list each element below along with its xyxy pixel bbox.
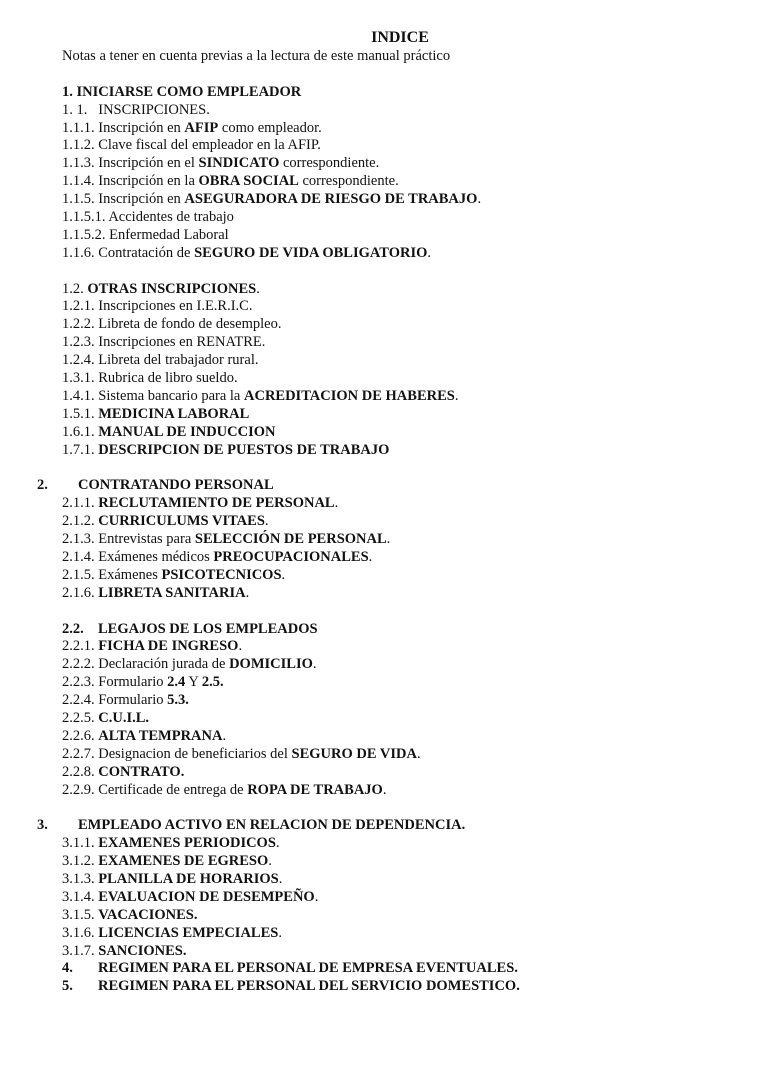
index-entry bbox=[62, 925, 520, 943]
entry-bold-text: OBRA SOCIAL bbox=[198, 173, 299, 190]
entry-bold-text: PREOCUPACIONALES bbox=[213, 548, 369, 565]
entry-text: 1.1.5.1. Accidentes de trabajo bbox=[62, 209, 234, 226]
entry-text: 1.2.1. Inscripciones en I.E.R.I.C. bbox=[62, 298, 253, 315]
blank-line bbox=[62, 263, 520, 281]
entry-text: 1.2.2. Libreta de fondo de desempleo. bbox=[62, 316, 282, 333]
entry-bold-text: RECLUTAMIENTO DE PERSONAL bbox=[98, 495, 335, 512]
index-entry bbox=[62, 549, 520, 567]
entry-bold-text: SANCIONES. bbox=[98, 942, 187, 959]
entry-bold-text: MANUAL DE INDUCCION bbox=[98, 423, 276, 440]
entry-bold-text: ALTA TEMPRANA bbox=[98, 727, 223, 744]
entry-bold-text: PLANILLA DE HORARIOS bbox=[98, 870, 279, 887]
entry-bold-text: SELECCIÓN DE PERSONAL bbox=[194, 531, 387, 548]
index-entry bbox=[62, 48, 520, 66]
index-entry bbox=[62, 495, 520, 513]
entry-bold-text: REGIMEN PARA EL PERSONAL DE EMPRESA EVENTUALES. bbox=[98, 960, 518, 977]
entry-text: 3.1.3. bbox=[62, 870, 99, 887]
entry-text: . bbox=[278, 924, 282, 941]
entry-bold-text: 2.4 bbox=[167, 674, 186, 691]
blank-line bbox=[62, 799, 520, 817]
entry-text: . bbox=[278, 870, 283, 887]
entry-number: 5. bbox=[62, 978, 73, 995]
blank-line bbox=[62, 459, 520, 477]
entry-text: . bbox=[238, 638, 243, 655]
index-entry bbox=[62, 424, 520, 442]
entry-text: 2.2.2. Declaración jurada de bbox=[62, 656, 230, 673]
entry-text: . bbox=[314, 888, 319, 905]
entry-bold-text: DESCRIPCION DE PUESTOS DE TRABAJO bbox=[98, 441, 390, 458]
entry-bold-text: 5.3. bbox=[167, 692, 189, 709]
entry-text: 1. 1. INSCRIPCIONES. bbox=[62, 101, 210, 118]
entry-text: . bbox=[427, 244, 431, 261]
entry-text: 1.3.1. Rubrica de libro sueldo. bbox=[62, 370, 238, 387]
entry-text: 1.6.1. bbox=[62, 423, 99, 440]
entry-bold-text: CURRICULUMS VITAES bbox=[98, 513, 265, 530]
entry-text: como empleador. bbox=[218, 119, 322, 136]
index-entry bbox=[62, 853, 520, 871]
index-entry bbox=[62, 120, 520, 138]
entry-bold-text: REGIMEN PARA EL PERSONAL DEL SERVICIO DOMESTICO. bbox=[98, 978, 520, 995]
index-entry bbox=[62, 209, 520, 227]
entry-bold-text: DOMICILIO bbox=[229, 656, 313, 673]
entry-text: 2.2.7. Designacion de beneficiarios del bbox=[62, 745, 292, 762]
index-entry bbox=[62, 907, 520, 925]
entry-text: . bbox=[416, 745, 421, 762]
entry-text: Y bbox=[185, 674, 202, 691]
entry-text: 1.1.2. Clave fiscal del empleador en la AFIP. bbox=[62, 137, 321, 154]
entry-bold-text: FICHA DE INGRESO bbox=[98, 638, 239, 655]
index-entry bbox=[62, 728, 520, 746]
index-entry bbox=[62, 102, 520, 120]
blank-line bbox=[62, 66, 520, 84]
entry-text: 1.4.1. Sistema bancario para la bbox=[62, 387, 244, 404]
entry-bold-text: VACACIONES. bbox=[98, 906, 198, 923]
entry-text: 2.2.4. Formulario bbox=[62, 692, 168, 709]
entry-text: 3.1.1. bbox=[62, 835, 99, 852]
entry-text: . bbox=[281, 566, 286, 583]
entry-bold-text: EXAMENES PERIODICOS bbox=[98, 835, 276, 852]
entry-text: 3.1.2. bbox=[62, 853, 99, 870]
entry-bold-text: 1. INICIARSE COMO EMPLEADOR bbox=[62, 83, 302, 100]
index-entry bbox=[62, 513, 520, 531]
index-entry bbox=[62, 281, 520, 299]
index-entry bbox=[62, 406, 520, 424]
entry-text: 2.1.2. bbox=[62, 513, 99, 530]
entry-bold-text: ACREDITACION DE HABERES bbox=[244, 387, 455, 404]
index-entry bbox=[62, 298, 520, 316]
entry-text: . bbox=[368, 548, 373, 565]
entry-text: 2.1.4. Exámenes médicos bbox=[62, 548, 214, 565]
entry-text: 1.1.6. Contratación de bbox=[62, 244, 195, 261]
entry-bold-text: ROPA DE TRABAJO bbox=[247, 781, 383, 798]
entry-bold-text: LIBRETA SANITARIA bbox=[98, 584, 246, 601]
index-entry bbox=[62, 585, 520, 603]
entry-text: 2.2.5. bbox=[62, 709, 99, 726]
index-entry bbox=[62, 835, 520, 853]
entry-text: 2.1.6. bbox=[62, 584, 99, 601]
index-entry bbox=[62, 638, 520, 656]
entry-text: 1.5.1. bbox=[62, 405, 99, 422]
entry-text: . bbox=[477, 191, 482, 208]
index-entry bbox=[62, 84, 520, 102]
document-title: INDICE bbox=[371, 29, 429, 46]
index-entry bbox=[62, 782, 520, 800]
entry-number: 3. bbox=[37, 817, 48, 834]
entry-bold-text: C.U.I.L. bbox=[98, 709, 150, 726]
entry-bold-text: LEGAJOS DE LOS EMPLEADOS bbox=[98, 620, 318, 637]
index-entry bbox=[62, 173, 520, 191]
entry-text: 2.2.3. Formulario bbox=[62, 674, 168, 691]
entry-text: correspondiente. bbox=[279, 155, 380, 172]
entry-text: 2.2.8. bbox=[62, 763, 99, 780]
index-entry bbox=[62, 871, 520, 889]
entry-text: . bbox=[222, 727, 227, 744]
entry-text: 1.1.4. Inscripción en la bbox=[62, 173, 199, 190]
entry-text: 2.2.6. bbox=[62, 727, 99, 744]
index-entry bbox=[62, 388, 520, 406]
entry-text: 2.2.9. Certificade de entrega de bbox=[62, 781, 248, 798]
entry-text: . bbox=[386, 531, 391, 548]
entry-text: Notas a tener en cuenta previas a la lectura de este manual práctico bbox=[62, 48, 451, 64]
entry-bold-text: EMPLEADO ACTIVO EN RELACION DE DEPENDENCIA. bbox=[78, 817, 466, 834]
index-entry bbox=[62, 674, 520, 692]
index-entry bbox=[62, 334, 520, 352]
index-entry bbox=[62, 370, 520, 388]
index-list bbox=[37, 48, 520, 996]
index-entry bbox=[37, 477, 495, 495]
entry-text: 1.1.1. Inscripción en bbox=[62, 119, 185, 136]
index-entry bbox=[62, 656, 520, 674]
entry-text: . bbox=[264, 513, 269, 530]
entry-text: 1.1.5.2. Enfermedad Laboral bbox=[62, 226, 229, 243]
entry-bold-text: OTRAS INSCRIPCIONES bbox=[87, 280, 257, 297]
index-entry bbox=[62, 245, 520, 263]
entry-text: . bbox=[245, 584, 250, 601]
entry-text: 3.1.5. bbox=[62, 906, 99, 923]
entry-bold-text: MEDICINA LABORAL bbox=[98, 405, 250, 422]
entry-bold-text: ASEGURADORA DE RIESGO DE TRABAJO bbox=[184, 191, 478, 208]
entry-text: . bbox=[334, 495, 339, 512]
entry-text: 2.1.1. bbox=[62, 495, 99, 512]
entry-bold-text: EXAMENES DE EGRESO bbox=[98, 853, 269, 870]
index-entry bbox=[62, 943, 520, 961]
entry-text: 1.1.5. Inscripción en bbox=[62, 191, 185, 208]
index-entry bbox=[62, 191, 520, 209]
entry-text: 2.1.3. Entrevistas para bbox=[62, 531, 195, 548]
entry-bold-text: SINDICATO bbox=[198, 155, 280, 172]
index-entry bbox=[37, 817, 495, 835]
entry-bold-text: PSICOTECNICOS bbox=[161, 566, 282, 583]
entry-text: 1.2.3. Inscripciones en RENATRE. bbox=[62, 334, 266, 351]
entry-text: 1.7.1. bbox=[62, 441, 99, 458]
entry-bold-text: CONTRATANDO PERSONAL bbox=[78, 477, 274, 494]
index-entry bbox=[62, 155, 520, 173]
entry-bold-text: SEGURO DE VIDA OBLIGATORIO bbox=[194, 244, 428, 261]
entry-text: 2.1.5. Exámenes bbox=[62, 566, 162, 583]
entry-text: . bbox=[268, 853, 272, 870]
index-entry bbox=[62, 316, 520, 334]
index-entry bbox=[62, 978, 520, 996]
blank-line bbox=[62, 603, 520, 621]
index-entry bbox=[62, 227, 520, 245]
entry-bold-text: CONTRATO. bbox=[98, 763, 185, 780]
entry-bold-text: EVALUACION DE DESEMPEÑO bbox=[98, 888, 315, 905]
index-entry bbox=[62, 137, 520, 155]
index-entry bbox=[62, 764, 520, 782]
entry-number: 2. bbox=[37, 477, 48, 494]
index-entry bbox=[62, 531, 520, 549]
index-entry bbox=[62, 621, 520, 639]
index-entry bbox=[62, 710, 520, 728]
index-entry bbox=[62, 746, 520, 764]
entry-text: 3.1.6. bbox=[62, 924, 99, 941]
entry-text: . bbox=[275, 835, 280, 852]
entry-text: . bbox=[312, 656, 317, 673]
entry-bold-text: 2.5. bbox=[201, 674, 224, 691]
index-entry bbox=[62, 960, 520, 978]
index-entry bbox=[62, 889, 520, 907]
entry-number: 4. bbox=[62, 960, 73, 977]
entry-bold-text: SEGURO DE VIDA bbox=[291, 745, 417, 762]
index-entry bbox=[62, 692, 520, 710]
entry-text: 1.1.3. Inscripción en el bbox=[62, 155, 199, 172]
entry-text: . bbox=[256, 280, 260, 297]
entry-text: . bbox=[454, 387, 459, 404]
entry-text: correspondiente. bbox=[298, 173, 399, 190]
entry-bold-text: AFIP bbox=[184, 119, 219, 136]
entry-text: . bbox=[382, 781, 387, 798]
entry-text: 1.2. bbox=[62, 280, 88, 297]
entry-text: 3.1.4. bbox=[62, 888, 99, 905]
index-entry bbox=[62, 567, 520, 585]
entry-text: 3.1.7. bbox=[62, 942, 99, 959]
index-entry bbox=[62, 352, 520, 370]
entry-text: 2.2.1. bbox=[62, 638, 99, 655]
entry-bold-text: LICENCIAS EMPECIALES bbox=[98, 924, 279, 941]
entry-text: 1.2.4. Libreta del trabajador rural. bbox=[62, 352, 259, 369]
index-entry bbox=[62, 442, 520, 460]
entry-number: 2.2. bbox=[62, 620, 84, 637]
